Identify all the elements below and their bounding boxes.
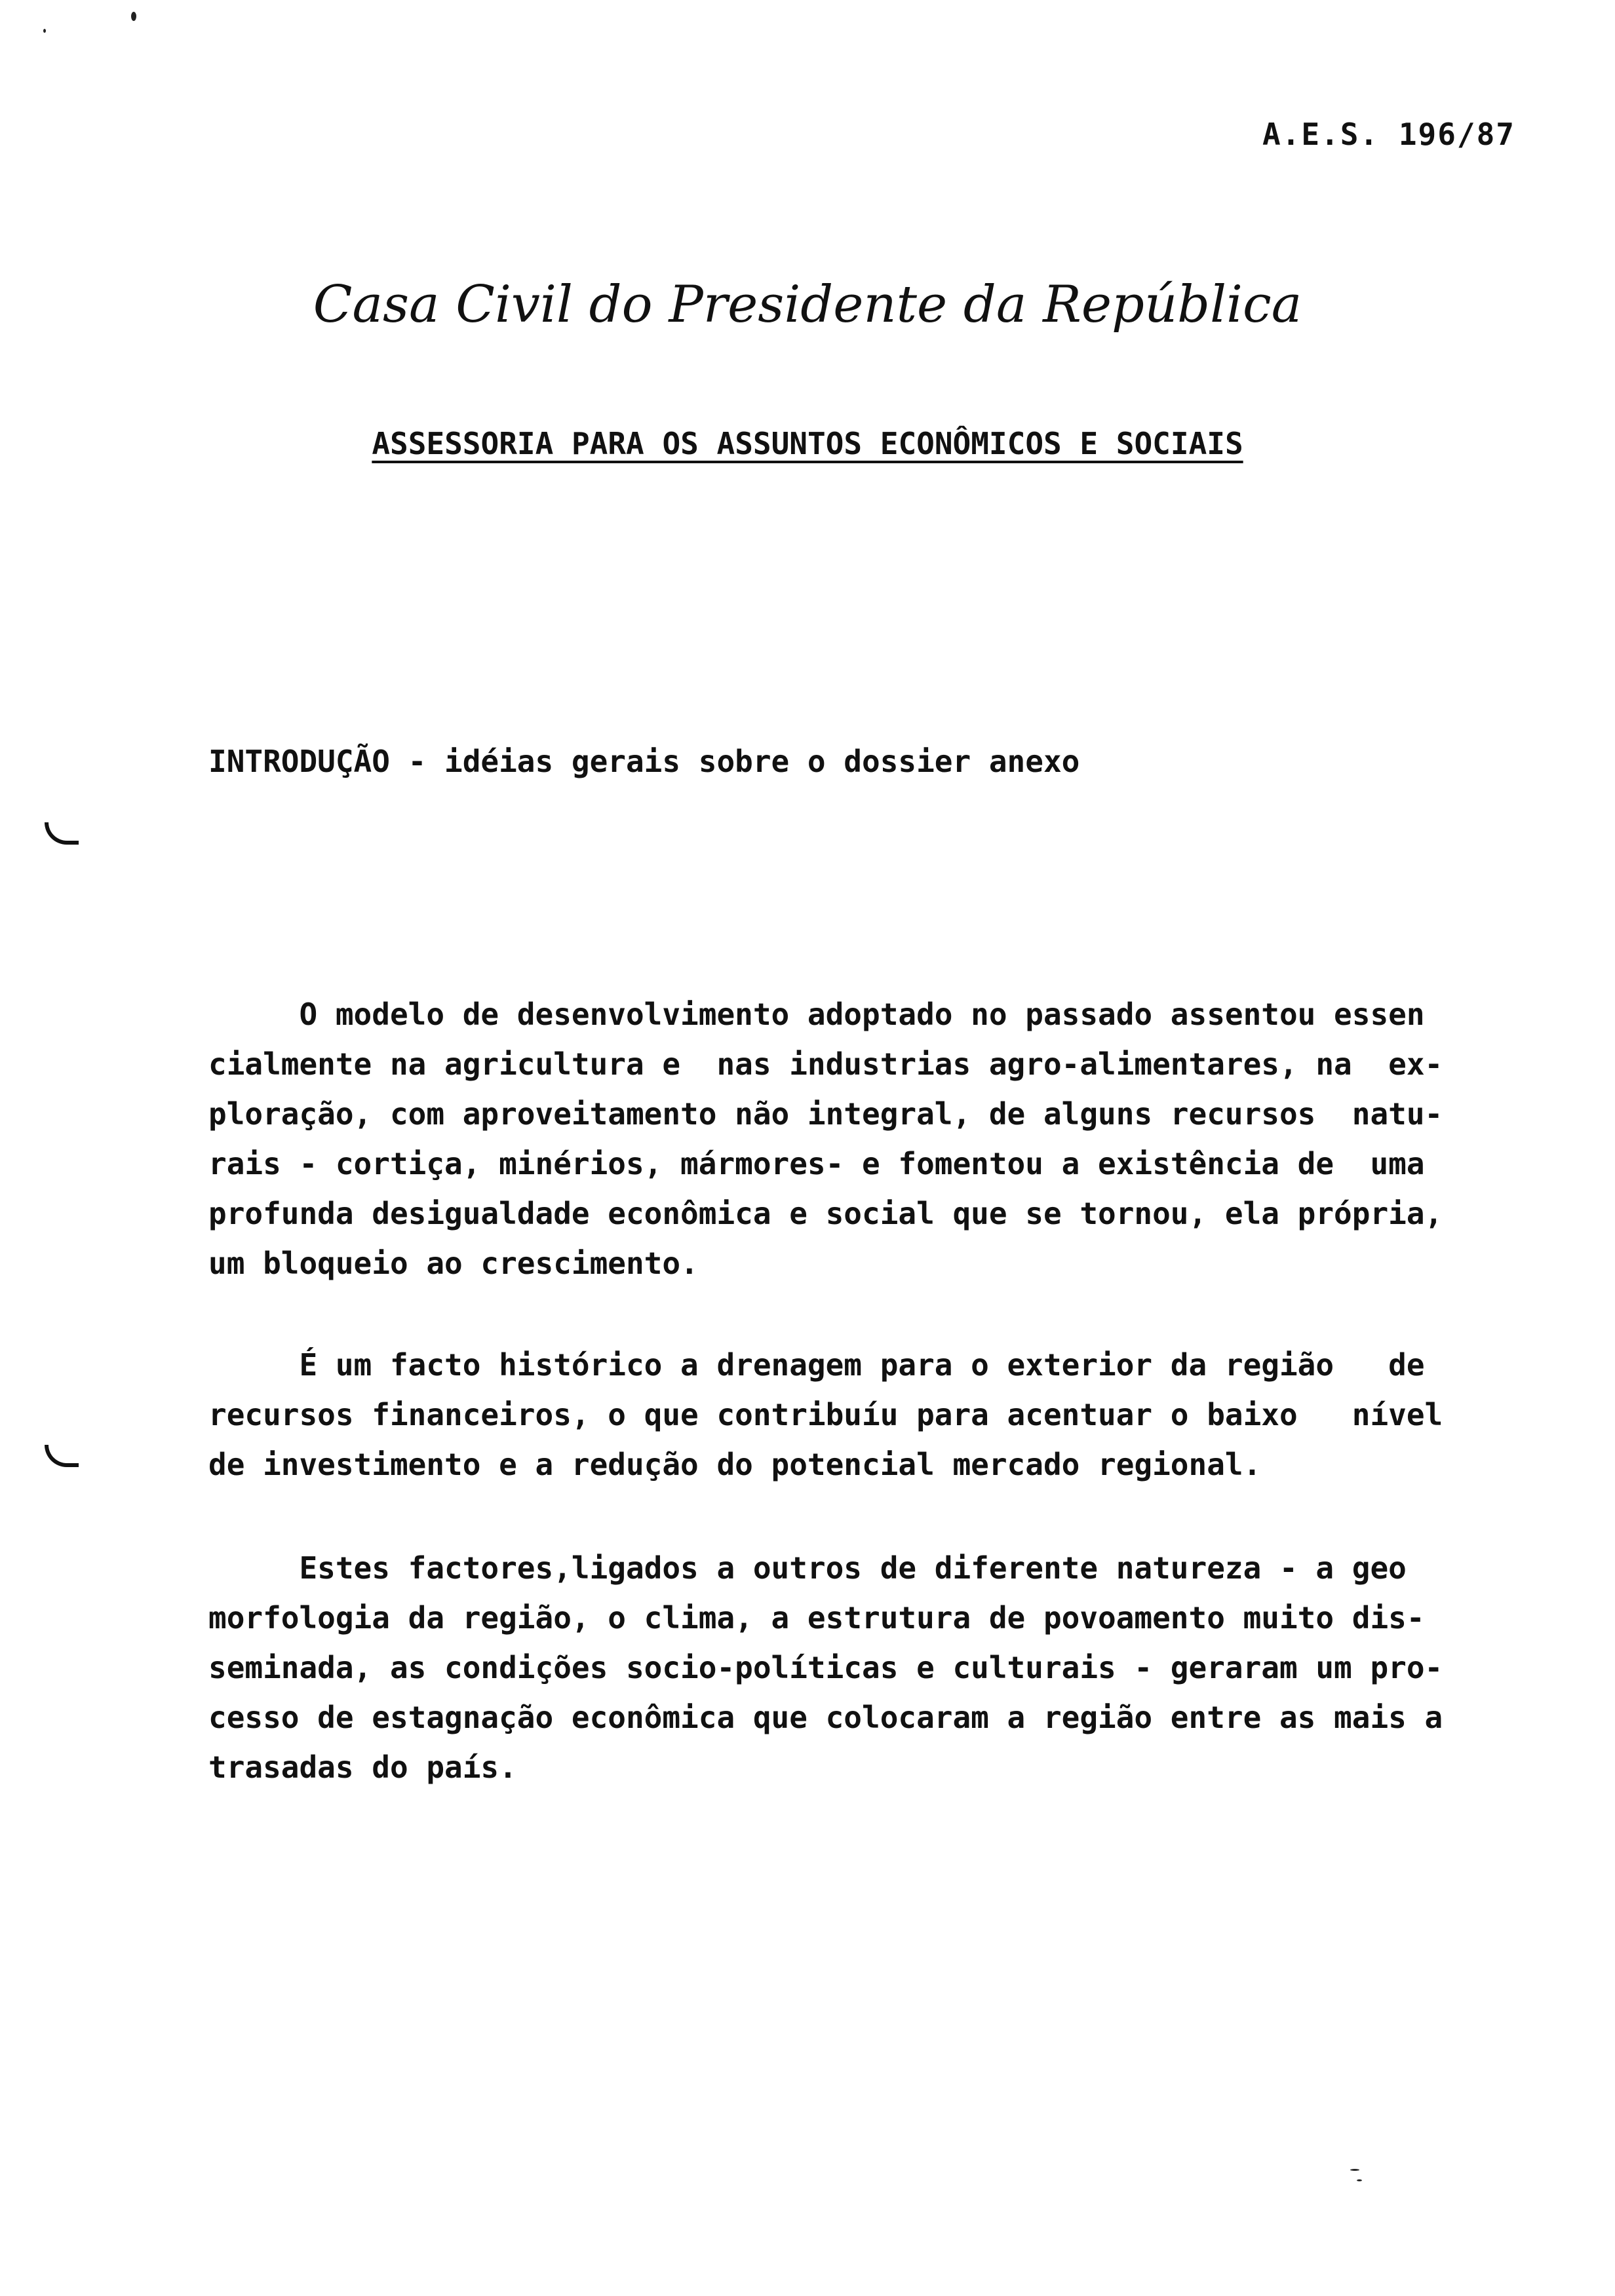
intro-heading: INTRODUÇÃO - idéias gerais sobre o dossier anexo bbox=[208, 744, 1080, 779]
paragraph-line: cialmente na agricultura e nas industrias agro-alimentares, na ex- bbox=[208, 1046, 1443, 1082]
paragraph-line: rais - cortiça, minérios, mármores- e fomentou a existência de uma bbox=[208, 1146, 1425, 1181]
paragraph-3 bbox=[208, 1543, 1546, 1792]
paragraph-line: seminada, as condições socio-políticas e culturais - geraram um pro- bbox=[208, 1650, 1443, 1685]
scan-speck bbox=[131, 12, 136, 21]
paragraph-line: profunda desigualdade econômica e social que se tornou, ela própria, bbox=[208, 1196, 1443, 1231]
paragraph-line: um bloqueio ao crescimento. bbox=[208, 1246, 699, 1281]
scan-speck bbox=[43, 29, 46, 33]
scan-speck bbox=[1350, 2169, 1359, 2171]
paragraph-line: cesso de estagnação econômica que colocaram a região entre as mais a bbox=[208, 1700, 1443, 1735]
paragraph-1 bbox=[208, 989, 1546, 1288]
paragraph-line: É um facto histórico a drenagem para o exterior da região de bbox=[208, 1347, 1425, 1383]
paragraph-2 bbox=[208, 1340, 1546, 1489]
paragraph-line: morfologia da região, o clima, a estrutura de povoamento muito dis- bbox=[208, 1600, 1425, 1636]
paragraph-line: trasadas do país. bbox=[208, 1750, 517, 1785]
scan-speck bbox=[1357, 2179, 1362, 2181]
margin-punch-mark bbox=[45, 822, 79, 845]
margin-punch-mark bbox=[45, 1445, 79, 1467]
document-reference: A.E.S. 196/87 bbox=[1262, 117, 1515, 152]
paragraph-line: de investimento e a redução do potencial mercado regional. bbox=[208, 1447, 1262, 1482]
paragraph-line: Estes factores,ligados a outros de diferente natureza - a geo bbox=[208, 1550, 1407, 1586]
letterhead: Casa Civil do Presidente da República bbox=[313, 275, 1302, 334]
department-heading: ASSESSORIA PARA OS ASSUNTOS ECONÔMICOS E SOCIAIS bbox=[372, 426, 1243, 461]
paragraph-line: O modelo de desenvolvimento adoptado no passado assentou essen bbox=[208, 997, 1425, 1032]
paragraph-line: recursos financeiros, o que contribuíu para acentuar o baixo nível bbox=[208, 1397, 1443, 1432]
paragraph-line: ploração, com aproveitamento não integral, de alguns recursos natu- bbox=[208, 1096, 1443, 1132]
